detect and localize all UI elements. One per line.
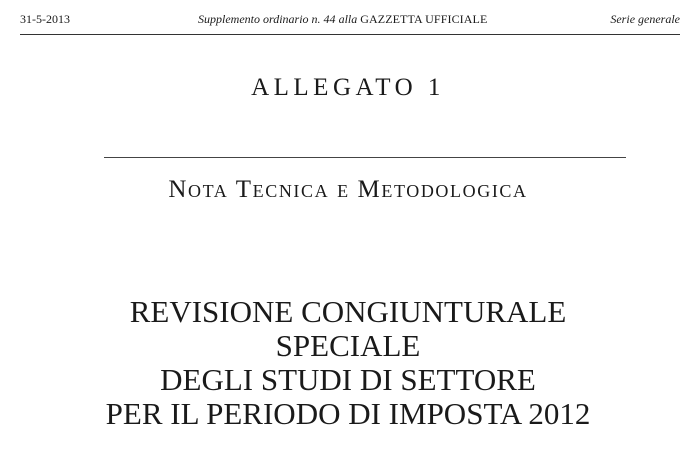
title-line-2: SPECIALE [275, 328, 421, 363]
header-publication [198, 12, 487, 27]
header-divider [20, 34, 680, 35]
header-date: 31-5-2013 [20, 12, 70, 26]
title-line-4: PER IL PERIODO DI IMPOSTA 2012 [105, 396, 591, 431]
header-series: Serie generale [610, 12, 680, 26]
section-divider [104, 157, 626, 158]
subtitle-heading: Nota Tecnica e Metodologica [168, 176, 528, 203]
page-header [20, 12, 680, 32]
main-title [0, 295, 696, 431]
header-supplement: Supplemento ordinario n. 44 [198, 12, 336, 26]
annex-heading: ALLEGATO 1 [251, 74, 445, 101]
title-line-1: REVISIONE CONGIUNTURALE [129, 294, 567, 329]
header-connector: alla [335, 12, 361, 26]
title-line-3: DEGLI STUDI DI SETTORE [160, 362, 536, 397]
header-gazette: GAZZETTA UFFICIALE [360, 12, 488, 26]
